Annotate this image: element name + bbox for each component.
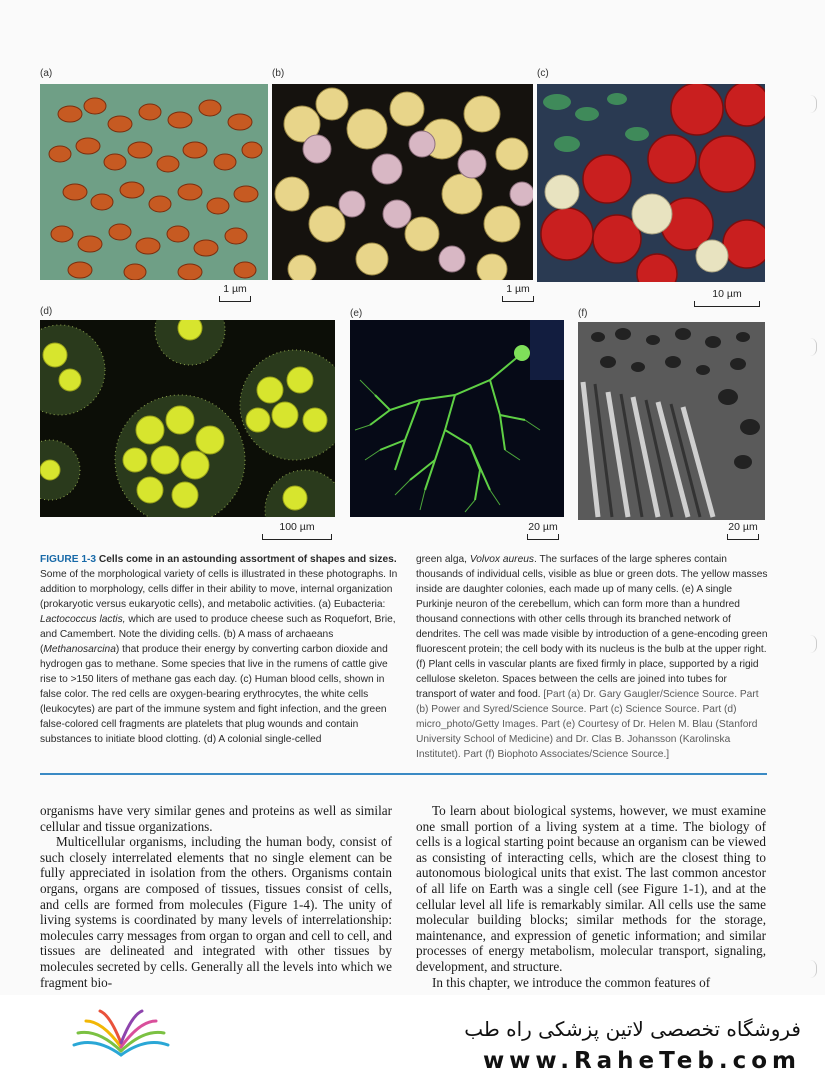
caption-text: ) that produce their energy by converting carbon dioxide and hydrogen gas to methane. Some species that live in the rumens of cattle give rise to >150 liters of methane gas each day. (c) Human blood cells, shown in false color. The red cells are oxygen-bearing erythrocytes, the white cells (leukocytes) are part of the immune system and fight infection, and the green false-colored cell fragments are platelets that plug wounds and contain substances to initiate blood clotting. (d) A colonial single-celled xyxy=(40,644,388,745)
panel-e-scale-bar xyxy=(522,521,564,540)
scale-bar-line xyxy=(694,301,760,307)
panel-d-label: (d) xyxy=(40,306,53,317)
caption-text: which are used to produce cheese such as Roquefort, Brie, and Camembert. Note the dividing cells. (b) A mass of archaeans ( xyxy=(40,614,396,655)
figure-caption-left xyxy=(40,552,398,747)
body-paragraph: To learn about biological systems, however, we must examine one small portion of a living system at a time. The biology of cells is a logical starting point because an organism can be viewed as consisting of interacting cells, which are the closest thing to autonomous biological units that exist. The last common ancestor of all life on Earth was a single cell (see Figure 1-1), and at the cellular level all life is remarkably similar. All cells use the same molecular building blocks; similar methods for the storage, maintenance, and expression of genetic information; and similar processes of energy metabolism, molecular transport, signaling, development, and structure. xyxy=(416,803,766,974)
page-edge-mark xyxy=(810,635,817,653)
footer-banner xyxy=(0,995,825,1080)
figure-number: FIGURE 1-3 xyxy=(40,554,97,565)
panel-c-scale-bar xyxy=(694,288,760,307)
scale-bar-line xyxy=(727,534,759,540)
caption-italic: Volvox aureus xyxy=(469,554,534,565)
scale-bar-line xyxy=(219,296,251,302)
panel-d-scale-bar xyxy=(262,521,332,540)
panel-a-scale-label: 1 µm xyxy=(223,283,247,295)
panel-b-scale-bar xyxy=(498,283,538,302)
caption-italic: Methanosarcina xyxy=(43,644,116,655)
panel-f-label: (f) xyxy=(578,308,588,319)
panel-f-scale-bar xyxy=(722,521,764,540)
photo-credits: [Part (a) Dr. Gary Gaugler/Science Source. Part (b) Power and Syred/Science Source. Part (c) Science Source. Part (d) micro_photo/Getty Images. Part (e) Courtesy of Dr. Helen M. Blau (Stanford University School of Medicine) and Dr. Clas B. Johansson (Karolinska Institutet). Part (f) Biophoto Associates/Science Source.] xyxy=(416,689,759,760)
figure-caption-right xyxy=(416,552,768,762)
panel-d-scale-label: 100 µm xyxy=(279,521,315,533)
panel-b-photo xyxy=(272,84,533,280)
body-paragraph: organisms have very similar genes and proteins as well as similar cellular and tissue organizations. xyxy=(40,803,392,834)
panel-f-photo xyxy=(578,322,765,520)
blood-cells-micrograph xyxy=(537,84,765,282)
scale-bar-line xyxy=(262,534,332,540)
plant-cells-micrograph xyxy=(578,322,765,520)
caption-text: green alga, xyxy=(416,554,470,565)
panel-a-label: (a) xyxy=(40,68,53,79)
panel-c-photo xyxy=(537,84,765,282)
volvox-micrograph xyxy=(40,320,335,517)
body-column-right xyxy=(416,803,766,990)
scale-bar-line xyxy=(502,296,534,302)
panel-e-label: (e) xyxy=(350,308,363,319)
archaea-micrograph xyxy=(272,84,533,280)
panel-b-label: (b) xyxy=(272,68,285,79)
page-edge-mark xyxy=(810,960,817,978)
body-paragraph: Multicellular organisms, including the human body, consist of such closely interrelated elements that no single element can be fully appreciated in isolation from the others. Organisms contain organs, organs are composed of tissues, tissues consist of cells, and cells are formed from molecules (Figure 1-4). The unity of living systems is coordinated by many levels of interrelationship: molecules carry messages from organ to organ and cell to cell, and tissues are delineated and integrated with other tissues by molecules secreted by cells. Generally all the levels into which we fragment bio- xyxy=(40,834,392,990)
body-column-left xyxy=(40,803,392,990)
panel-d-photo xyxy=(40,320,335,517)
caption-divider xyxy=(40,773,767,775)
page-edge-mark xyxy=(810,338,817,356)
shop-url[interactable]: www.RaheTeb.com xyxy=(482,1048,801,1074)
purkinje-neuron-micrograph xyxy=(350,320,564,517)
open-book-logo xyxy=(66,1007,176,1067)
page-edge-mark xyxy=(810,95,817,113)
panel-e-scale-label: 20 µm xyxy=(528,521,558,533)
caption-italic: Lactococcus lactis, xyxy=(40,614,126,625)
caption-text: Some of the morphological variety of cells is illustrated in these photographs. In addition to morphology, cells differ in their ability to move, internal organization (prokaryotic versus eukaryotic cells), and metabolic activities. (a) Eubacteria: xyxy=(40,569,398,610)
caption-lead: Cells come in an astounding assortment of shapes and sizes. xyxy=(98,554,397,565)
panel-b-scale-label: 1 µm xyxy=(506,283,530,295)
bacteria-micrograph xyxy=(40,84,268,280)
panel-a-scale-bar xyxy=(213,283,257,302)
panel-f-scale-label: 20 µm xyxy=(728,521,758,533)
panel-c-label: (c) xyxy=(537,68,549,79)
panel-c-scale-label: 10 µm xyxy=(712,288,742,300)
panel-a-photo xyxy=(40,84,268,280)
panel-e-photo xyxy=(350,320,564,517)
scale-bar-line xyxy=(527,534,559,540)
body-paragraph: In this chapter, we introduce the common features of xyxy=(432,974,711,990)
caption-text: . The surfaces of the large spheres contain thousands of individual cells, visible as blue or green dots. The yellow masses inside are daughter colonies, each made up of many cells. (e) A single Purkinje neuron of the cerebellum, which can form more than a hundred thousand connections with other cells through its branched network of dendrites. The cell was made visible by introduction of a gene-encoding green fluorescent protein; the cell body with its nucleus is the bulb at the upper right. (f) Plant cells in vascular plants are fixed firmly in place, supported by a rigid cellulose skeleton. Spaces between the cells are joined into tubes for transport of water and food. xyxy=(416,554,768,700)
shop-name: فروشگاه تخصصی لاتین پزشکی راه طب xyxy=(464,1017,801,1041)
